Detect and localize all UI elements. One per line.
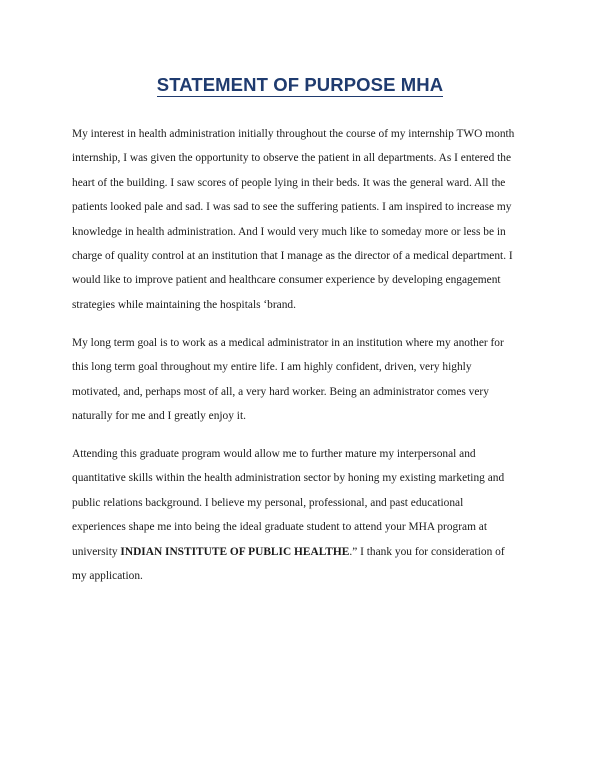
paragraph-line: public relations background. I believe my personal, professional, and past educational (72, 496, 464, 509)
paragraph-closing-line: my application. (72, 569, 143, 582)
paragraph-line: My interest in health administration initially throughout the course of my internship TWO month (72, 128, 515, 140)
line-suffix: .” I thank you for consideration of (349, 545, 505, 558)
paragraph-2 (72, 331, 528, 429)
paragraph-line: heart of the building. I saw scores of people lying in their beds. It was the general ward. All the (72, 176, 506, 189)
paragraph-line: motivated, and, perhaps most of all, a very hard worker. Being an administrator comes very (72, 385, 489, 398)
paragraph-line: charge of quality control at an institution that I manage as the director of a medical department. I (72, 250, 513, 263)
paragraph-line: My long term goal is to work as a medical administrator in an institution where my another for (72, 336, 504, 349)
paragraph-line: this long term goal throughout my entire life. I am highly confident, driven, very highly (72, 361, 472, 374)
document-title (0, 74, 600, 96)
paragraph-line: internship, I was given the opportunity to observe the patient in all departments. As I entered the (72, 152, 512, 165)
paragraph-line: quantitative skills within the health administration sector by honing my existing marketing and (72, 472, 505, 485)
paragraph-line: experiences shape me into being the ideal graduate student to attend your MHA program at (72, 521, 487, 534)
paragraph-3 (72, 442, 528, 588)
paragraph-line: strategies while maintaining the hospitals ‘brand. (72, 298, 296, 311)
institute-name: INDIAN INSTITUTE OF PUBLIC HEALTHE (120, 545, 350, 558)
paragraph-line: would like to improve patient and healthcare consumer experience by developing engagement (72, 274, 501, 287)
paragraph-line: naturally for me and I greatly enjoy it. (72, 409, 246, 422)
document-title-text: STATEMENT OF PURPOSE MHA (156, 74, 444, 95)
paragraph-line: knowledge in health administration. And I would very much like to someday more or less be in (72, 225, 506, 238)
paragraph-line-mixed (72, 540, 528, 564)
document-body (72, 122, 528, 602)
paragraph-line: patients looked pale and sad. I was sad to see the suffering patients. I am inspired to increase my (72, 201, 512, 214)
paragraph-1 (72, 122, 528, 317)
line-prefix: university (72, 545, 121, 558)
paragraph-line: Attending this graduate program would allow me to further mature my interpersonal and (72, 447, 476, 460)
